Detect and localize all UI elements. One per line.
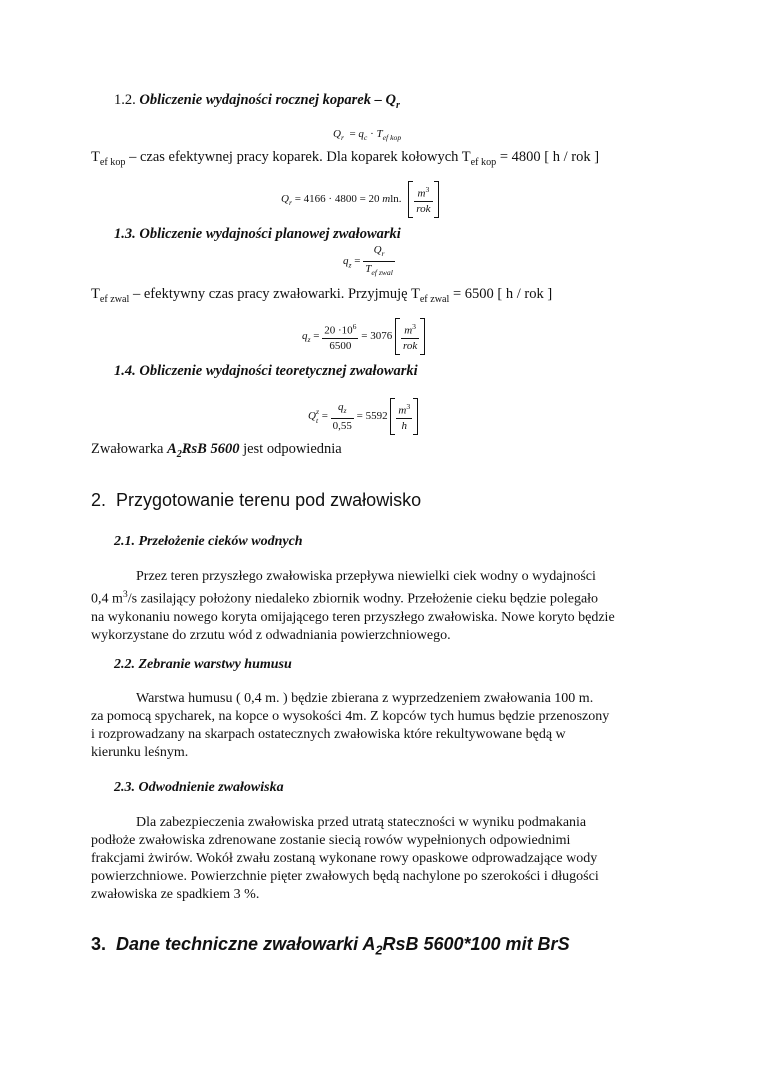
- text: = 4800 [ h / rok ]: [496, 149, 600, 165]
- text: jest odpowiednia: [239, 441, 342, 457]
- eq-subscript: z: [307, 335, 311, 345]
- eq-symbol: Q: [333, 128, 341, 140]
- model-name: A: [167, 441, 177, 457]
- text: – czas efektywnej pracy koparek. Dla koparek kołowych T: [125, 149, 471, 165]
- eq-sup: 3: [425, 185, 430, 194]
- eq-denominator: 6500: [329, 339, 352, 352]
- eq-denominator: rok: [416, 202, 431, 215]
- section-2-2-heading: 2.2. Zebranie warstwy humusu: [114, 657, 292, 672]
- eq-numerator: m: [398, 404, 407, 417]
- eq-symbol: q: [358, 128, 364, 140]
- eq-symbol: q: [302, 329, 308, 342]
- eq-expression: = 4166 · 4800 = 20: [291, 192, 383, 205]
- paragraph-line: wykorzystane do zrzutu wód z odwadniania powierzchniowego.: [91, 627, 451, 643]
- eq-fraction: [322, 320, 358, 353]
- eq-numerator: m: [417, 187, 426, 200]
- paragraph-line: [91, 586, 669, 609]
- equation-annual-output: $Q_r = q_c \cdot T_{ef kop}$: [333, 128, 402, 143]
- paragraph-line: i rozprowadzany na skarpach ostatecznych zwałowiska które rekultywowane będą w: [91, 727, 566, 742]
- equation-annual-output-value: [281, 181, 439, 218]
- subscript: ef kop: [470, 156, 497, 168]
- section-1-3-heading: 1.3. Obliczenie wydajności planowej zwałowarki: [114, 226, 401, 242]
- equation-planned-output: $q_z$ = $\frac{Q_r}{T_{ef zwal}}$: [343, 243, 395, 280]
- chapter-2-heading: [91, 489, 421, 511]
- unit-fraction: [414, 183, 432, 216]
- text: = 6500 [ h / rok ]: [449, 286, 553, 302]
- section-2-1-heading: 2.1. Przełożenie cieków wodnych: [114, 534, 303, 549]
- subscript: ef kop: [99, 156, 126, 168]
- model-subscript: 2: [176, 448, 182, 460]
- eq-symbol: T: [376, 128, 383, 140]
- text: Zwałowarka: [91, 441, 168, 457]
- paragraph-line: zwałowiska ze spadkiem 3 %.: [91, 887, 260, 902]
- eq-subscript: c: [363, 133, 368, 143]
- chapter-title: RsB 5600*100 mit BrS: [382, 934, 570, 954]
- eq-numerator: q: [338, 400, 344, 413]
- chapter-3-heading: [91, 933, 570, 962]
- section-2-2-paragraph: [91, 690, 669, 762]
- section-2-1-paragraph: [91, 568, 669, 645]
- paragraph-line: Przez teren przyszłego zwałowiska przepływa niewielki ciek wodny o wydajności: [136, 569, 596, 584]
- unit-fraction: [401, 320, 419, 353]
- chapter-number: 3.: [91, 934, 107, 954]
- eq-sup: z: [315, 407, 319, 417]
- chapter-title: Dane techniczne zwałowarki A: [116, 934, 376, 954]
- text: T: [91, 149, 100, 165]
- eq-symbol: Q: [308, 409, 316, 422]
- eq-subscript: z: [348, 260, 352, 270]
- unit-bracket: [390, 398, 418, 435]
- text: /s zasilający położony niedaleko zbiornik wodny. Przełożenie cieku będzie polegało: [127, 591, 599, 607]
- chapter-number: 2.: [91, 490, 107, 510]
- subscript: ef zwal: [419, 293, 450, 305]
- text: 0,4 m: [91, 591, 123, 607]
- paragraph-line: Dla zabezpieczenia zwałowiska przed utratą stateczności w wyniku podmakania: [136, 815, 587, 830]
- chapter-title: Przygotowanie terenu pod zwałowisko: [116, 490, 422, 510]
- eq-subscript: r: [340, 133, 344, 143]
- section-title: Obliczenie wydajności rocznej koparek – Q: [139, 92, 396, 108]
- eq-fraction: [331, 400, 354, 433]
- eq-sup: 3: [406, 402, 411, 411]
- eq-numerator: Q: [373, 244, 382, 256]
- tef-kop-definition: [91, 148, 599, 172]
- eq-numerator: 20 ·10: [324, 324, 353, 337]
- eq-result: = 5592: [353, 409, 391, 422]
- model-name: RsB 5600: [181, 441, 240, 457]
- eq-unit: ln.: [390, 192, 402, 205]
- unit-bracket: [395, 318, 425, 355]
- eq-denominator: 0,55: [332, 419, 352, 432]
- eq-symbol: Q: [281, 192, 289, 205]
- paragraph-line: powierzchniowe. Powierzchnie pięter zwałowych będą nachylone po szerokości i długości: [91, 869, 599, 884]
- section-2-3-heading: 2.3. Odwodnienie zwałowiska: [114, 780, 284, 795]
- eq-sup: 6: [352, 322, 357, 331]
- paragraph-line: kierunku leśnym.: [91, 745, 189, 760]
- unit-bracket: [408, 181, 438, 218]
- eq-symbol: q: [343, 255, 349, 268]
- text: T: [91, 286, 100, 302]
- eq-denominator: rok: [402, 339, 418, 352]
- superscript: 3: [122, 589, 128, 600]
- paragraph-line: Warstwa humusu ( 0,4 m. ) będzie zbierana z wyprzedzeniem zwałowania 100 m.: [136, 691, 594, 706]
- paragraph-line: podłoże zwałowiska zdrenowane zostanie siecią rowów wypełnionych odpowiednimi: [91, 833, 571, 848]
- section-number: 1.2.: [114, 92, 136, 108]
- eq-sup: 3: [412, 322, 416, 331]
- text: – efektywny czas pracy zwałowarki. Przyjmuję T: [129, 286, 420, 302]
- eq-subscript: r: [381, 249, 385, 259]
- equation-planned-output-value: $q_z$ = $\frac{20 \cdot 10^6}{6500}$ = 3076 $\frac{m^3}{\text{rok}}$: [302, 318, 425, 355]
- eq-denominator: T: [365, 263, 372, 276]
- unit-fraction: [396, 400, 412, 433]
- section-title-subscript: r: [395, 99, 400, 111]
- eq-subscript: ef zwal: [371, 268, 393, 278]
- eq-subscript: ef kop: [382, 133, 402, 143]
- equation-theoretical-output: Q z t = $\frac{q_z}{0,55}$ = 5592 $\frac{m^3}{h}$: [308, 398, 418, 435]
- section-1-2-heading: [114, 91, 400, 115]
- paragraph-line: frakcjami żwirów. Wokół zwału zostaną wykonane rowy opaskowe odprowadzające wody: [91, 851, 598, 866]
- eq-subscript: z: [343, 405, 347, 415]
- eq-result: = 3076: [358, 329, 395, 342]
- paragraph-line: na wykonaniu nowego koryta omijającego teren przyszłego zwałowiska. Nowe koryto będzie: [91, 609, 615, 625]
- eq-numerator: m: [404, 324, 413, 337]
- paragraph-line: za pomocą spycharek, na kopce o wysokości 4m. Z kopców tych humus będzie przenoszony: [91, 709, 610, 724]
- section-1-4-heading: 1.4. Obliczenie wydajności teoretycznej zwałowarki: [114, 363, 418, 379]
- conclusion-line: [91, 440, 342, 464]
- eq-fraction: [363, 243, 395, 280]
- subscript: ef zwal: [99, 293, 130, 305]
- eq-unit: m: [382, 192, 391, 205]
- section-2-3-paragraph: [91, 814, 669, 904]
- eq-subscript: r: [288, 198, 292, 208]
- tef-zwal-definition: [91, 285, 552, 309]
- eq-subscript: t: [315, 416, 319, 426]
- chapter-title-subscript: 2: [375, 943, 383, 958]
- eq-denominator: h: [401, 419, 408, 432]
